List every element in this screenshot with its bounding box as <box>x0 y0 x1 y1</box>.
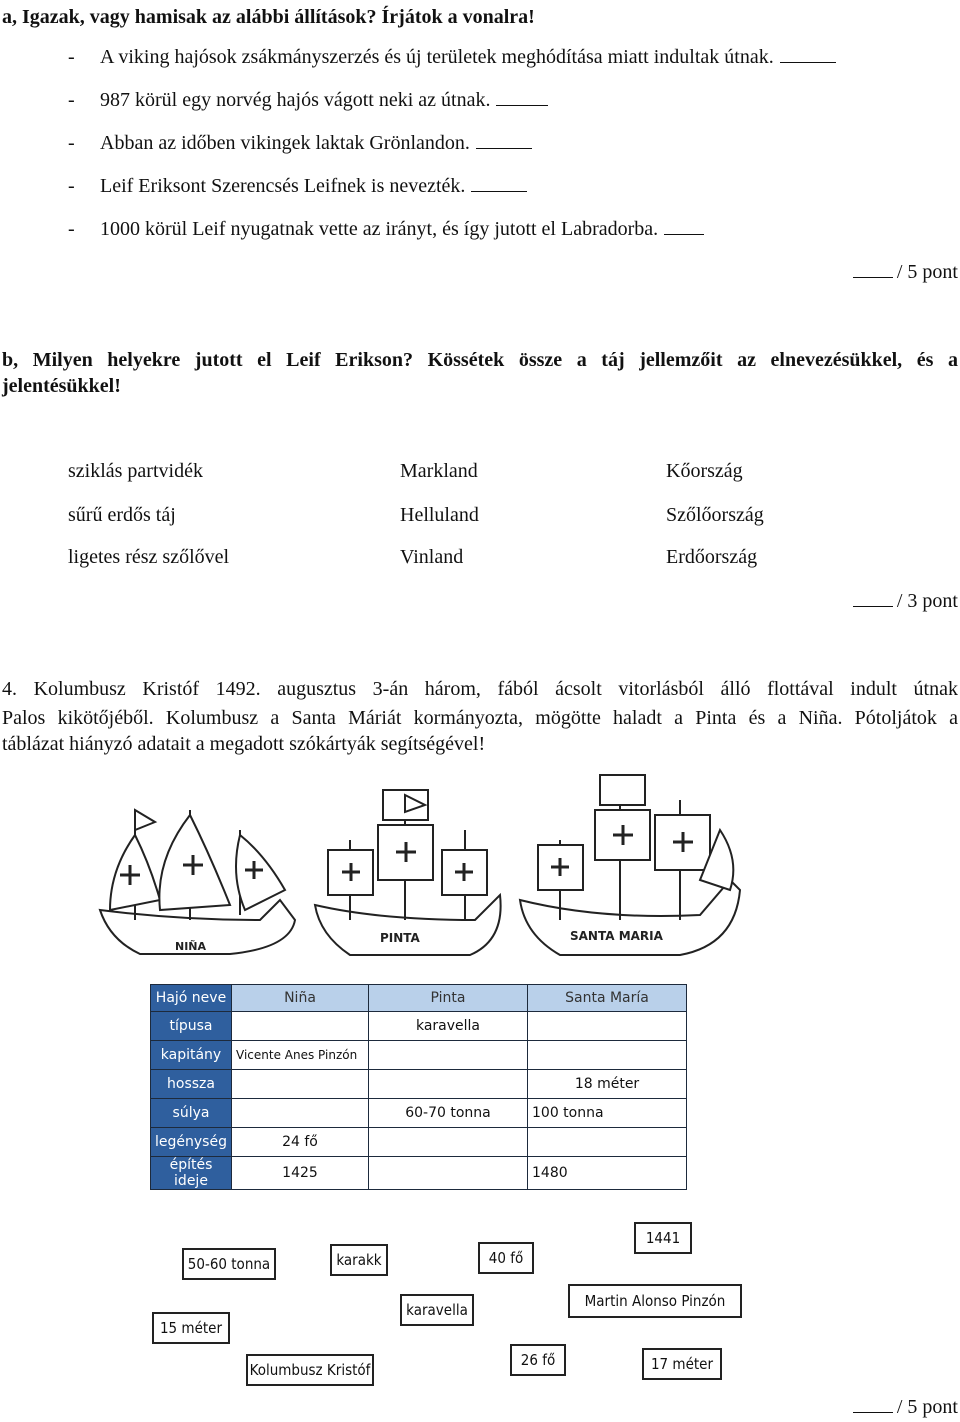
word-card[interactable]: karavella <box>400 1294 474 1326</box>
statement-3 <box>68 132 532 155</box>
row-label: építés ideje <box>151 1157 232 1190</box>
word-card[interactable]: karakk <box>330 1244 388 1276</box>
dash: - <box>68 175 75 197</box>
word-card[interactable]: 26 fő <box>510 1344 566 1376</box>
score-blank[interactable] <box>853 261 893 278</box>
word-card[interactable]: 15 méter <box>152 1312 230 1344</box>
statement-2 <box>68 89 548 112</box>
dash: - <box>68 89 75 111</box>
feature-3[interactable]: ligetes rész szőlővel <box>68 546 230 568</box>
score-text: / 3 pont <box>896 590 958 612</box>
answer-blank[interactable] <box>496 89 548 106</box>
section-4-line3: táblázat hiányzó adatait a megadott szókártyák segítségével! <box>2 733 486 755</box>
ship-data-table <box>150 984 687 1190</box>
row-label: kapitány <box>151 1041 232 1070</box>
section-b-title-line2: jelentésükkel! <box>2 375 121 397</box>
dash: - <box>68 218 75 240</box>
table-row <box>151 1099 687 1128</box>
table-header-row <box>151 985 687 1012</box>
table-cell[interactable]: 1425 <box>232 1157 369 1190</box>
name-2[interactable]: Helluland <box>400 504 479 526</box>
score-blank[interactable] <box>853 590 893 607</box>
table-cell[interactable] <box>369 1157 528 1190</box>
table-cell[interactable] <box>528 1012 687 1041</box>
table-cell[interactable]: karavella <box>369 1012 528 1041</box>
row-label: súlya <box>151 1099 232 1128</box>
answer-blank[interactable] <box>780 46 836 63</box>
table-row <box>151 1128 687 1157</box>
score-b <box>853 590 958 613</box>
dash: - <box>68 132 75 154</box>
word-card[interactable]: 50-60 tonna <box>182 1248 276 1280</box>
table-cell[interactable]: 100 tonna <box>528 1099 687 1128</box>
ships-illustration <box>80 770 750 970</box>
table-row <box>151 1070 687 1099</box>
table-cell[interactable]: Vicente Anes Pinzón <box>232 1041 369 1070</box>
word-card[interactable]: 1441 <box>634 1222 692 1254</box>
answer-blank[interactable] <box>471 175 527 192</box>
statement-1 <box>68 46 836 69</box>
meaning-1[interactable]: Kőország <box>666 460 743 482</box>
feature-1[interactable]: sziklás partvidék <box>68 460 203 482</box>
header-cell: Pinta <box>369 985 528 1012</box>
statement-4 <box>68 175 527 198</box>
dash: - <box>68 46 75 68</box>
table-cell[interactable]: 60-70 tonna <box>369 1099 528 1128</box>
feature-2[interactable]: sűrű erdős táj <box>68 504 176 526</box>
table-cell[interactable] <box>369 1070 528 1099</box>
word-card[interactable]: Kolumbusz Kristóf <box>246 1354 374 1386</box>
meaning-2[interactable]: Szőlőország <box>666 504 764 526</box>
name-3[interactable]: Vinland <box>400 546 464 568</box>
statement-text: Abban az időben vikingek laktak Grönlandon. <box>100 132 470 154</box>
score-blank[interactable] <box>853 1396 893 1413</box>
section-b-title-line1: b, Milyen helyekre jutott el Leif Erikson? Kössétek össze a táj jellemzőit az elnevezésükkel, és a <box>2 349 958 371</box>
score-text: / 5 pont <box>896 261 958 283</box>
row-label: típusa <box>151 1012 232 1041</box>
header-cell: Santa María <box>528 985 687 1012</box>
name-1[interactable]: Markland <box>400 460 478 482</box>
section-4-line2: Palos kikötőjéből. Kolumbusz a Santa Máriát kormányozta, mögötte haladt a Pinta és a Niña. Pótoljátok a <box>2 707 958 729</box>
statement-text: Leif Eriksont Szerencsés Leifnek is nevezték. <box>100 175 466 197</box>
table-row <box>151 1012 687 1041</box>
header-cell: Niña <box>232 985 369 1012</box>
score-a <box>853 261 958 284</box>
santa-maria-hull <box>520 880 740 955</box>
answer-blank[interactable] <box>664 218 704 235</box>
table-cell[interactable] <box>232 1070 369 1099</box>
statement-5 <box>68 218 704 241</box>
answer-blank[interactable] <box>476 132 532 149</box>
meaning-3[interactable]: Erdőország <box>666 546 758 568</box>
statement-text: 1000 körül Leif nyugatnak vette az irányt, és így jutott el Labradorba. <box>100 218 659 240</box>
score-text: / 5 pont <box>896 1396 958 1418</box>
table-cell[interactable] <box>232 1099 369 1128</box>
table-cell[interactable] <box>369 1041 528 1070</box>
header-cell: Hajó neve <box>151 985 232 1012</box>
word-card[interactable]: Martin Alonso Pinzón <box>568 1284 742 1318</box>
word-card[interactable]: 17 méter <box>642 1348 722 1380</box>
table-row <box>151 1041 687 1070</box>
table-cell[interactable]: 18 méter <box>528 1070 687 1099</box>
table-cell[interactable] <box>528 1041 687 1070</box>
score-4 <box>853 1396 958 1419</box>
pinta-hull <box>315 895 501 955</box>
word-card[interactable]: 40 fő <box>478 1242 534 1274</box>
statement-text: 987 körül egy norvég hajós vágott neki az útnak. <box>100 89 491 111</box>
nina-label: NIÑA <box>175 940 207 953</box>
section-a-title: a, Igazak, vagy hamisak az alábbi állítások? Írjátok a vonalra! <box>2 6 535 28</box>
table-cell[interactable]: 1480 <box>528 1157 687 1190</box>
row-label: legénység <box>151 1128 232 1157</box>
section-4-line1: 4. Kolumbusz Kristóf 1492. augusztus 3-án három, fából ácsolt vitorlásból álló flottával indult útnak <box>2 678 958 700</box>
pinta-label: PINTA <box>380 931 420 945</box>
santa-maria-label: SANTA MARIA <box>570 929 663 943</box>
table-cell[interactable] <box>528 1128 687 1157</box>
nina-flag <box>135 810 155 830</box>
table-cell[interactable] <box>232 1012 369 1041</box>
row-label: hossza <box>151 1070 232 1099</box>
statement-text: A viking hajósok zsákmányszerzés és új területek meghódítása miatt indultak útnak. <box>100 46 774 68</box>
table-cell[interactable] <box>369 1128 528 1157</box>
table-cell[interactable]: 24 fő <box>232 1128 369 1157</box>
table-row <box>151 1157 687 1190</box>
